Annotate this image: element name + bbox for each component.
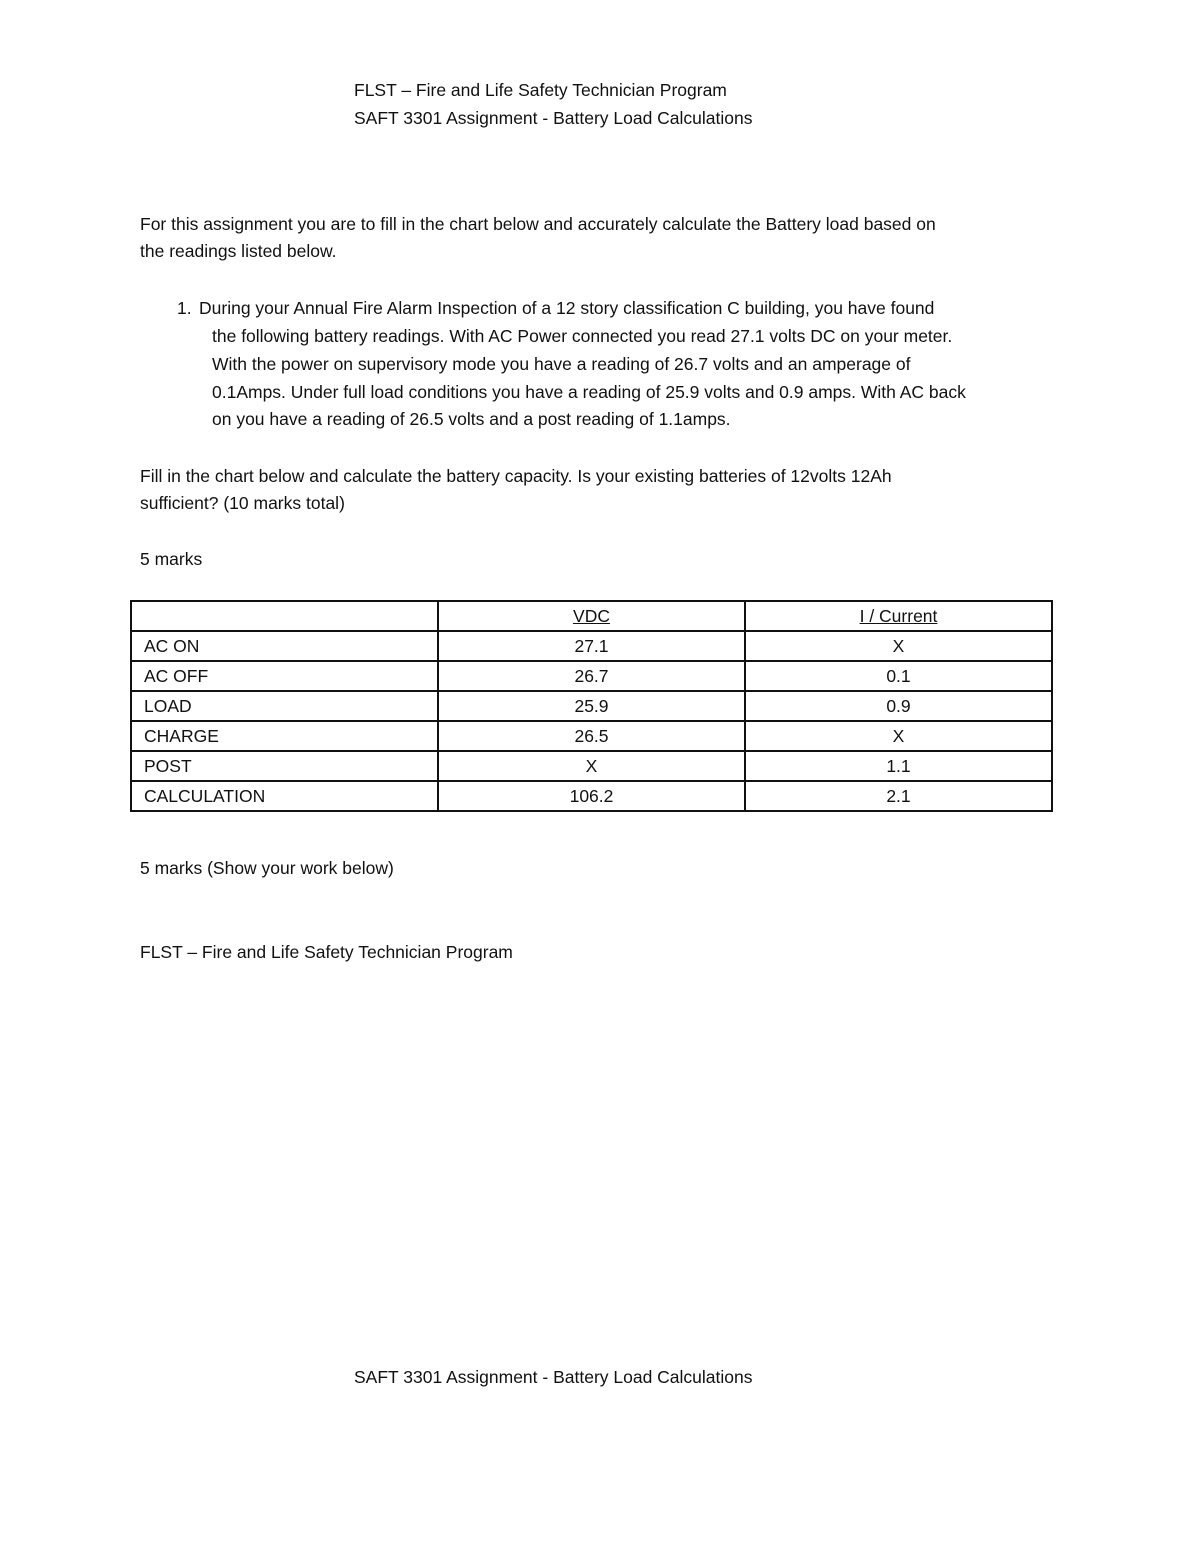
table-row — [131, 751, 1052, 781]
current-cell: 0.9 — [745, 691, 1052, 721]
table-row — [131, 781, 1052, 811]
table-header-current: I / Current — [745, 601, 1052, 631]
work-marks-label: 5 marks (Show your work below) — [140, 858, 394, 878]
table-row — [131, 721, 1052, 751]
current-cell: 0.1 — [745, 661, 1052, 691]
table-header-cell — [131, 601, 438, 631]
table-row — [131, 661, 1052, 691]
vdc-cell: 106.2 — [438, 781, 745, 811]
instructions-line-2: sufficient? (10 marks total) — [140, 493, 345, 513]
current-cell: 2.1 — [745, 781, 1052, 811]
question-line-1: During your Annual Fire Alarm Inspection of a 12 story classification C building, you have found — [199, 298, 935, 318]
table-header-vdc: VDC — [438, 601, 745, 631]
row-label: CALCULATION — [131, 781, 438, 811]
vdc-cell: 26.7 — [438, 661, 745, 691]
instructions-line-1: Fill in the chart below and calculate the battery capacity. Is your existing batteries of 12volts 12Ah — [140, 466, 892, 486]
page-title: FLST – Fire and Life Safety Technician Program — [354, 80, 727, 100]
marks-label: 5 marks — [140, 549, 203, 569]
vdc-cell: X — [438, 751, 745, 781]
question-number: 1. — [177, 298, 192, 318]
current-cell: 1.1 — [745, 751, 1052, 781]
current-cell: X — [745, 631, 1052, 661]
vdc-cell: 26.5 — [438, 721, 745, 751]
footer-program-title: FLST – Fire and Life Safety Technician Program — [140, 942, 513, 962]
row-label: AC OFF — [131, 661, 438, 691]
question-line-3: With the power on supervisory mode you have a reading of 26.7 volts and an amperage of — [212, 354, 911, 374]
current-cell: X — [745, 721, 1052, 751]
row-label: LOAD — [131, 691, 438, 721]
vdc-cell: 27.1 — [438, 631, 745, 661]
table-header-row — [131, 601, 1052, 631]
vdc-cell: 25.9 — [438, 691, 745, 721]
table-row — [131, 631, 1052, 661]
page-subtitle: SAFT 3301 Assignment - Battery Load Calculations — [354, 108, 753, 128]
question-line-2: the following battery readings. With AC Power connected you read 27.1 volts DC on your meter. — [212, 326, 953, 346]
table-row — [131, 691, 1052, 721]
row-label: AC ON — [131, 631, 438, 661]
battery-readings-table — [130, 600, 1053, 812]
row-label: POST — [131, 751, 438, 781]
question-line-5: on you have a reading of 26.5 volts and a post reading of 1.1amps. — [212, 409, 731, 429]
intro-text-line-2: the readings listed below. — [140, 241, 337, 261]
intro-text-line-1: For this assignment you are to fill in the chart below and accurately calculate the Battery load based on — [140, 214, 936, 234]
question-line-4: 0.1Amps. Under full load conditions you have a reading of 25.9 volts and 0.9 amps. With AC back — [212, 382, 966, 402]
footer-assignment-title: SAFT 3301 Assignment - Battery Load Calculations — [354, 1367, 753, 1387]
row-label: CHARGE — [131, 721, 438, 751]
